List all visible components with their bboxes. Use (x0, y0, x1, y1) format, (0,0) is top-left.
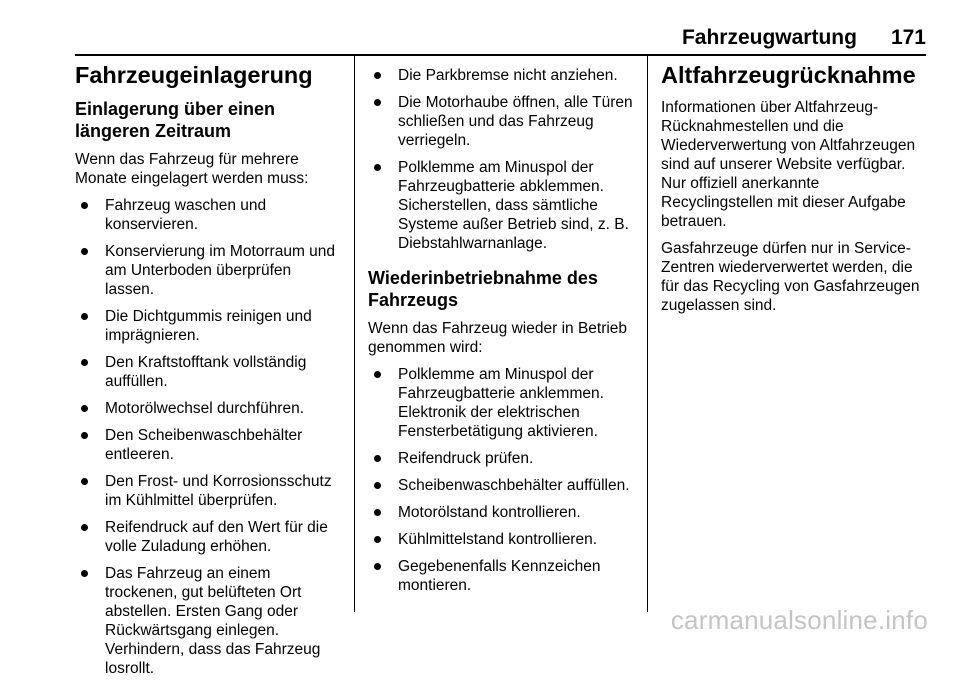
page-header (682, 26, 926, 50)
header-rule (75, 54, 926, 56)
list-item: Das Fahrzeug an einem trockenen, gut belüfteten Ort abstellen. Ersten Gang oder Rückwärtsgang einlegen. Verhindern, dass das Fahrzeug losrollt. (75, 564, 343, 678)
bullet-icon (81, 524, 88, 531)
page-number: 171 (890, 26, 926, 49)
bullet-icon (81, 570, 88, 577)
bullet-icon (374, 72, 381, 79)
bullet-icon (81, 432, 88, 439)
bullet-icon (374, 164, 381, 171)
recommissioning-subheading: Wiederinbetriebnahme des Fahrzeugs (368, 268, 598, 310)
list-item: Scheibenwaschbehälter auffüllen. (368, 476, 636, 495)
list-item: Gegebenenfalls Kennzeichen montieren. (368, 557, 636, 595)
column-recommissioning (368, 66, 636, 603)
bullet-icon (374, 509, 381, 516)
recommissioning-intro: Wenn das Fahrzeug wieder in Betrieb genommen wird: (368, 320, 628, 356)
bullet-icon (81, 359, 88, 366)
column-end-of-life (661, 60, 929, 323)
bullet-icon (374, 563, 381, 570)
list-item: Polklemme am Minuspol der Fahrzeugbatterie abklemmen. Sicherstellen, dass sämtliche Systeme außer Betrieb sind, z. B. Diebstahlwarnanlage. (368, 158, 636, 253)
storage-list (75, 196, 343, 678)
list-item: Fahrzeug waschen und konservieren. (75, 196, 343, 234)
bullet-icon (81, 202, 88, 209)
list-item: Reifendruck auf den Wert für die volle Zuladung erhöhen. (75, 518, 343, 556)
bullet-icon (81, 313, 88, 320)
list-item: Den Frost- und Korrosionsschutz im Kühlmittel überprüfen. (75, 472, 343, 510)
end-of-life-paragraph-2: Gasfahrzeuge dürfen nur in Service-Zentren wiederverwertet werden, die für das Recycling von Gasfahrzeugen zugelassen sind. (661, 240, 920, 314)
list-item: Die Motorhaube öffnen, alle Türen schließen und das Fahrzeug verriegeln. (368, 93, 636, 150)
bullet-icon (81, 248, 88, 255)
bullet-icon (374, 455, 381, 462)
storage-heading: Fahrzeugeinlagerung (75, 62, 313, 88)
list-item: Polklemme am Minuspol der Fahrzeugbatterie anklemmen. Elektronik der elektrischen Fensterbetätigung aktivieren. (368, 365, 636, 441)
list-item: Reifendruck prüfen. (368, 449, 636, 468)
bullet-icon (81, 478, 88, 485)
list-item: Motorölwechsel durchführen. (75, 399, 343, 418)
end-of-life-heading: Altfahrzeugrücknahme (661, 62, 916, 88)
column-divider-right (647, 56, 648, 612)
list-item: Motorölstand kontrollieren. (368, 503, 636, 522)
list-item: Den Scheibenwaschbehälter entleeren. (75, 426, 343, 464)
list-item: Die Dichtgummis reinigen und imprägnieren. (75, 307, 343, 345)
watermark: carmanualsonline.info (670, 605, 928, 635)
bullet-icon (374, 482, 381, 489)
list-item: Kühlmittelstand kontrollieren. (368, 530, 636, 549)
end-of-life-paragraph-1: Informationen über Altfahrzeug-Rücknahmestellen und die Wiederverwertung von Altfahrzeugen sind auf unserer Website verfügbar. Nur offiziell anerkannte Recyclingstellen mit dieser Aufgabe betrauen. (661, 99, 916, 230)
list-item: Konservierung im Motorraum und am Unterboden überprüfen lassen. (75, 242, 343, 299)
column-divider-left (354, 56, 355, 612)
bullet-icon (374, 371, 381, 378)
storage-intro: Wenn das Fahrzeug für mehrere Monate eingelagert werden muss: (75, 151, 309, 187)
list-item: Die Parkbremse nicht anziehen. (368, 66, 636, 85)
list-item: Den Kraftstofftank vollständig auffüllen. (75, 353, 343, 391)
bullet-icon (81, 405, 88, 412)
recommissioning-list (368, 365, 636, 595)
section-title: Fahrzeugwartung (681, 26, 857, 49)
bullet-icon (374, 99, 381, 106)
column-storage (75, 60, 343, 686)
bullet-icon (374, 536, 381, 543)
storage-list-continued (368, 66, 636, 253)
long-term-storage-subheading: Einlagerung über einen längeren Zeitraum (75, 99, 276, 141)
